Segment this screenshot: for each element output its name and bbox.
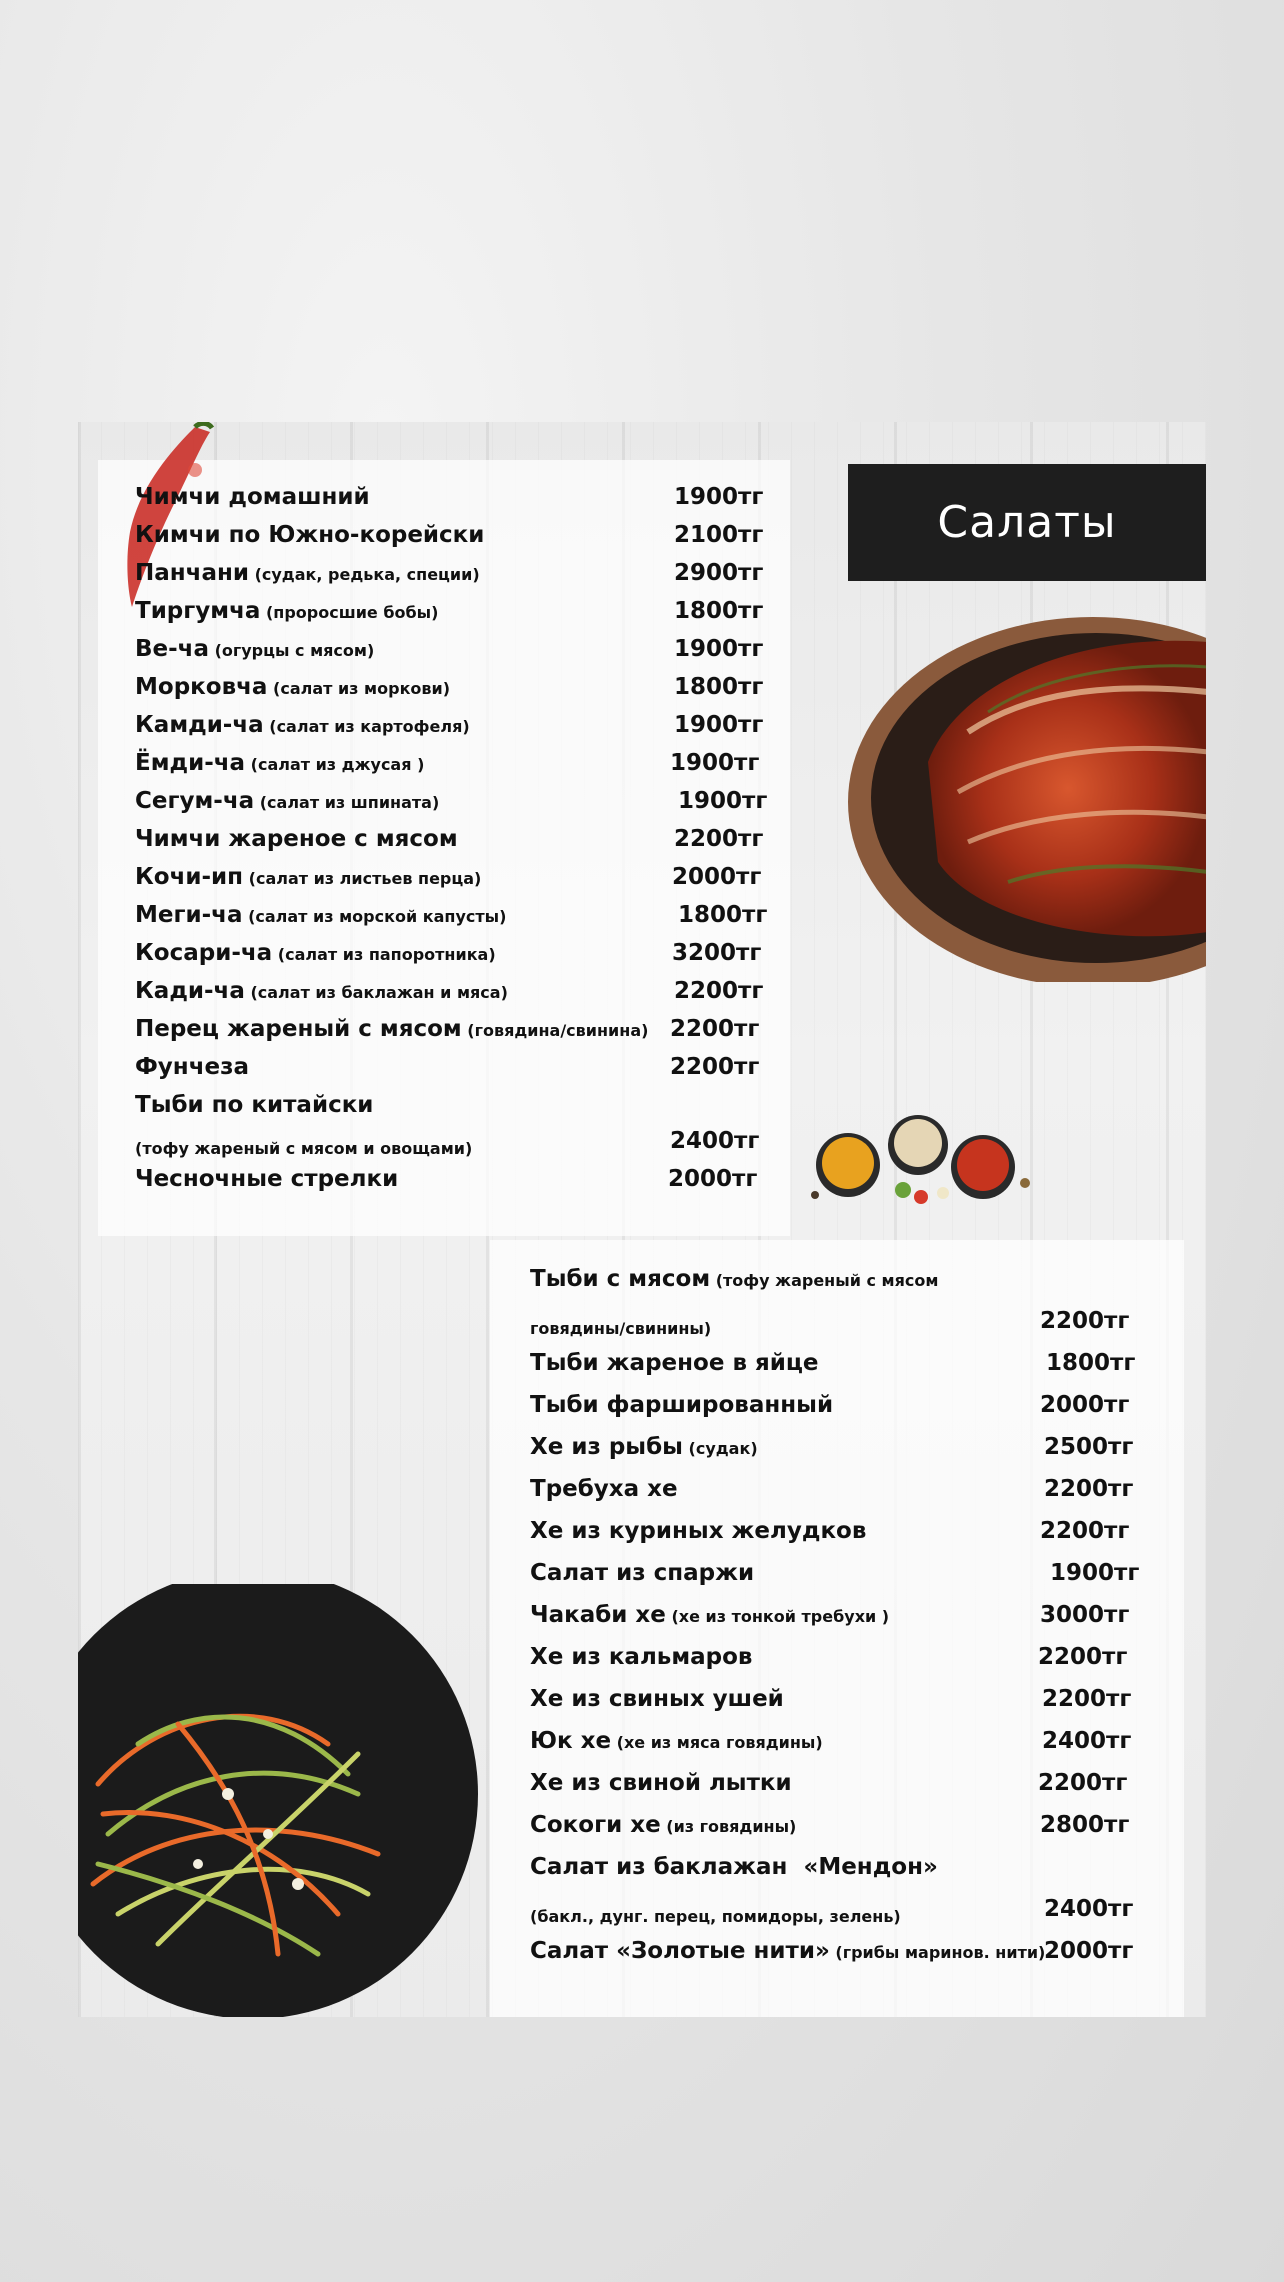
menu-item-price: 2200тг bbox=[674, 826, 764, 852]
menu-item: (тофу жареный с мясом и овощами) bbox=[135, 1139, 473, 1158]
menu-item: Салат из баклажан «Мендон» bbox=[530, 1854, 938, 1880]
menu-item-price: 1800тг bbox=[678, 902, 768, 928]
menu-item-price: 2200тг bbox=[670, 1054, 760, 1080]
menu-item-price: 2000тг bbox=[672, 864, 762, 890]
menu-item-price: 2400тг bbox=[1044, 1896, 1134, 1922]
menu-item-price: 1900тг bbox=[678, 788, 768, 814]
menu-item-price: 2200тг bbox=[670, 1016, 760, 1042]
menu-item-price: 2000тг bbox=[1040, 1392, 1130, 1418]
menu-item-price: 1900тг bbox=[674, 636, 764, 662]
menu-item: Перец жареный с мясом (говядина/свинина) bbox=[135, 1016, 649, 1042]
menu-item-price: 1900тг bbox=[670, 750, 760, 776]
menu-item-price: 2800тг bbox=[1040, 1812, 1130, 1838]
menu-item: Хе из кальмаров bbox=[530, 1644, 753, 1670]
menu-item: Салат из спаржи bbox=[530, 1560, 755, 1586]
menu-item-price: 1900тг bbox=[674, 712, 764, 738]
menu-item-price: 2200тг bbox=[1038, 1644, 1128, 1670]
menu-item-price: 2900тг bbox=[674, 560, 764, 586]
menu-item-price: 3200тг bbox=[672, 940, 762, 966]
menu-item: Камди-ча (салат из картофеля) bbox=[135, 712, 470, 738]
menu-item-price: 3000тг bbox=[1040, 1602, 1130, 1628]
menu-item: Кимчи по Южно-корейски bbox=[135, 522, 485, 548]
menu-item: говядины/свинины) bbox=[530, 1319, 712, 1338]
menu-item: Косари-ча (салат из папоротника) bbox=[135, 940, 496, 966]
menu-item: Фунчеза bbox=[135, 1054, 249, 1080]
menu-item-price: 2400тг bbox=[1042, 1728, 1132, 1754]
menu-item: Меги-ча (салат из морской капусты) bbox=[135, 902, 507, 928]
menu-item-price: 2200тг bbox=[1040, 1518, 1130, 1544]
menu-item-price: 2000тг bbox=[668, 1166, 758, 1192]
menu-item: Ве-ча (огурцы с мясом) bbox=[135, 636, 375, 662]
menu-item: Кочи-ип (салат из листьев перца) bbox=[135, 864, 482, 890]
menu-item: Требуха хе bbox=[530, 1476, 678, 1502]
kimchi-bowl-image bbox=[848, 602, 1206, 982]
menu-item: Хе из рыбы (судак) bbox=[530, 1434, 758, 1460]
menu-item: Сегум-ча (салат из шпината) bbox=[135, 788, 440, 814]
menu-item: Хе из свиной лытки bbox=[530, 1770, 792, 1796]
menu-item: Панчани (судак, редька, специи) bbox=[135, 560, 480, 586]
menu-item-price: 2100тг bbox=[674, 522, 764, 548]
menu-item: Сокоги хе (из говядины) bbox=[530, 1812, 797, 1838]
menu-item: Чимчи домашний bbox=[135, 484, 370, 510]
salad-plate-image bbox=[78, 1584, 478, 2017]
menu-item: Морковча (салат из моркови) bbox=[135, 674, 451, 700]
menu-item: Хе из свиных ушей bbox=[530, 1686, 784, 1712]
menu-item-price: 1900тг bbox=[674, 484, 764, 510]
menu-item-price: 1800тг bbox=[1046, 1350, 1136, 1376]
menu-item-price: 2400тг bbox=[670, 1128, 760, 1154]
menu-page bbox=[78, 422, 1206, 2017]
menu-item: Чесночные стрелки bbox=[135, 1166, 399, 1192]
menu-item: Тыби по китайски bbox=[135, 1092, 374, 1118]
menu-item-price: 2200тг bbox=[1040, 1308, 1130, 1334]
menu-item: Чимчи жареное с мясом bbox=[135, 826, 458, 852]
menu-item: (бакл., дунг. перец, помидоры, зелень) bbox=[530, 1907, 901, 1926]
menu-item-price: 2500тг bbox=[1044, 1434, 1134, 1460]
menu-item: Салат «Золотые нити» (грибы маринов. нити) bbox=[530, 1938, 1046, 1964]
menu-item-price: 2200тг bbox=[1042, 1686, 1132, 1712]
section-title: Салаты bbox=[848, 464, 1206, 581]
menu-item: Юк хе (хе из мяса говядины) bbox=[530, 1728, 823, 1754]
menu-item-price: 2200тг bbox=[1044, 1476, 1134, 1502]
menu-item: Кади-ча (салат из баклажан и мяса) bbox=[135, 978, 508, 1004]
menu-item: Тиргумча (проросшие бобы) bbox=[135, 598, 439, 624]
menu-item: Ёмди-ча (салат из джусая ) bbox=[135, 750, 425, 776]
menu-item: Тыби фаршированный bbox=[530, 1392, 834, 1418]
menu-item: Чакаби хе (хе из тонкой требухи ) bbox=[530, 1602, 890, 1628]
menu-item: Тыби с мясом (тофу жареный с мясом bbox=[530, 1266, 939, 1292]
menu-item: Тыби жареное в яйце bbox=[530, 1350, 819, 1376]
spices-bowls-image bbox=[803, 1105, 1033, 1215]
menu-item-price: 2200тг bbox=[674, 978, 764, 1004]
menu-item-price: 2200тг bbox=[1038, 1770, 1128, 1796]
menu-item: Хе из куриных желудков bbox=[530, 1518, 867, 1544]
menu-item-price: 1900тг bbox=[1050, 1560, 1140, 1586]
menu-item-price: 1800тг bbox=[674, 674, 764, 700]
menu-item-price: 1800тг bbox=[674, 598, 764, 624]
menu-item-price: 2000тг bbox=[1044, 1938, 1134, 1964]
